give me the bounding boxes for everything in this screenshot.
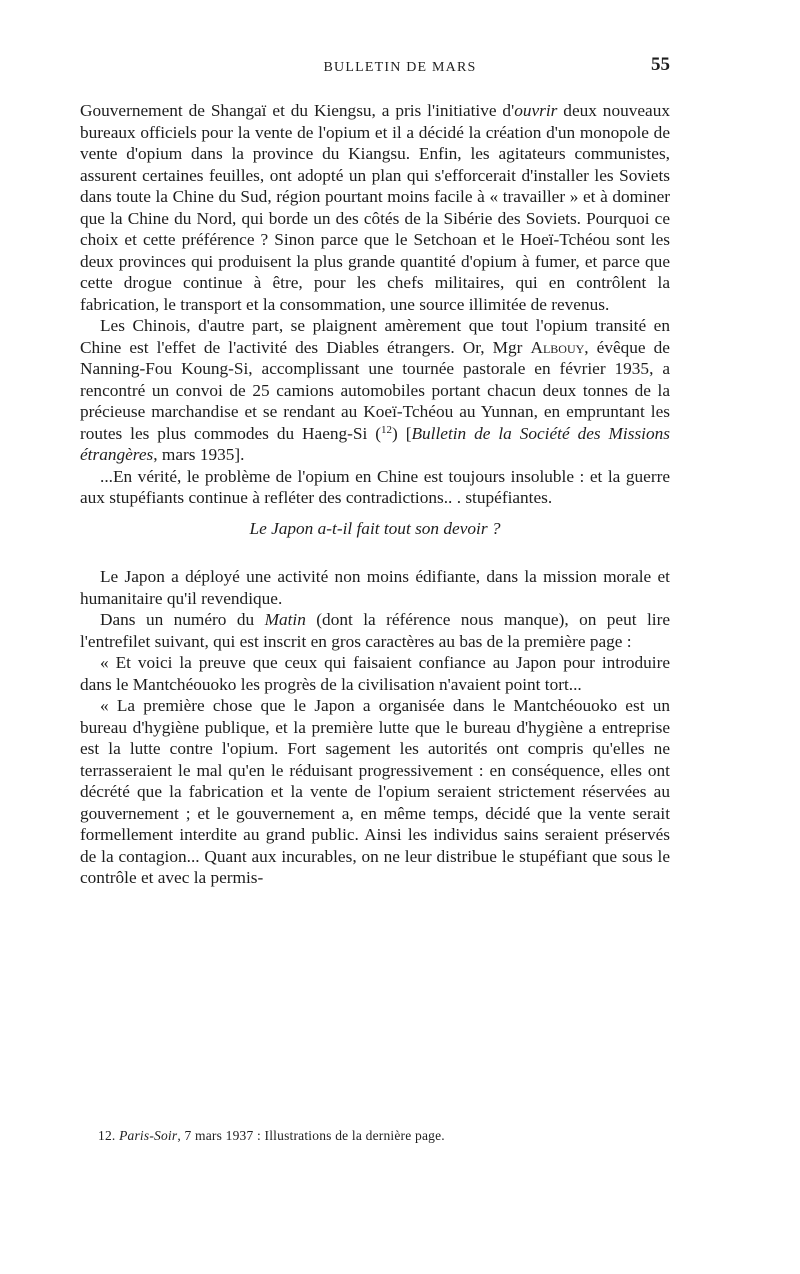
quote-paragraph-1: « Et voici la preuve que ceux qui faisaient confiance au Japon pour introduire dans le Mantchéouoko les progrès de la civilisation n'avaient point tort... [80, 653, 670, 694]
footnote-source: Paris-Soir [119, 1128, 178, 1143]
section-heading: Le Japon a-t-il fait tout son devoir ? [249, 518, 501, 538]
running-header: BULLETIN DE MARS [323, 60, 477, 75]
paragraph-1-text-b: deux nouveaux bureaux officiels pour la vente de l'opium et il a décidé la création d'un monopole de vente d'opium dans la province du Kiangsu. Enfin, les agitateurs communistes, assurent certaines feuilles, ont adopté un plan qui s'efforcerait d'installer les Soviets dans toute la Chine du Sud, région pourtant moins facile à « travailler » et à dominer que la Chine du Nord, qui borde un des côtés de la Sibérie des Soviets. Pourquoi ce choix et cette préférence ? Sinon parce que le Setchoan et le Hoeï-Tchéou sont les deux provinces qui produisent la plus grande quantité d'opium à fumer, et parce que cette drogue continue à être, pour les chefs militaires, qui en contrôlent la fabrication, le transport et la consommation, une source illimitée de revenus. [80, 101, 670, 314]
citation-title: Bulletin de la Société des Missions étrangères [80, 423, 670, 464]
paragraph-2-text-b: , évêque de Nanning-Fou Koung-Si, accomplissant une tournée pastorale en février 1935, a rencontré un convoi de 25 camions automobiles portant chacun deux tonnes de la précieuse marchandise et se rendant au Koeï-Tchéou au Yunnan, en empruntant les routes les plus commodes du Haeng-Si ( [80, 337, 670, 443]
emphasis-ouvrir: ouvrir [514, 101, 558, 120]
footnote-number: 12. [98, 1128, 116, 1143]
paragraph-2-text-d: , mars 1935]. [153, 445, 245, 464]
paragraph-1 [80, 100, 670, 315]
footnote [98, 1128, 658, 1144]
person-name: Albouy [530, 337, 585, 357]
page-number: 55 [651, 54, 670, 75]
paragraph-1-text-a: Gouvernement de Shangaï et du Kiengsu, a pris l'initiative d' [80, 101, 515, 120]
paragraph-5 [80, 609, 670, 652]
paragraph-5-text-a: Dans un numéro du [100, 610, 265, 629]
footnote-ref: 12 [381, 423, 393, 436]
paragraph-3: ...En vérité, le problème de l'opium en Chine est toujours insoluble : et la guerre aux stupéfiants continue à refléter des contradictions.. . stupéfiantes. [80, 466, 670, 507]
quote-paragraph-2: « La première chose que le Japon a organisée dans le Mantchéouoko est un bureau d'hygiène publique, et la première lutte que le bureau d'hygiène a entreprise est la lutte contre l'opium. Fort sagement les autorités ont compris qu'elles ne terrasseraient le mal qu'en le réduisant progressivement : en conséquence, elles ont décrété que la fabrication et la vente de l'opium seraient strictement réservées au gouvernement ; et le gouvernement a, en même temps, décidé que la vente serait formellement interdite au grand public. Ainsi les individus sains seraient préservés de la contagion... Quant aux incurables, on ne leur distribue le stupéfiant que sous le contrôle et avec la permis- [80, 696, 670, 887]
paragraph-5-text-b: (dont la référence nous manque), on peut lire l'entrefilet suivant, qui est inscrit en gros caractères au bas de la première page : [80, 610, 670, 651]
paragraph-2-text-c: ) [ [392, 423, 412, 443]
newspaper-title: Matin [264, 610, 306, 629]
footnote-text: , 7 mars 1937 : Illustrations de la dernière page. [177, 1128, 445, 1143]
paragraph-4: Le Japon a déployé une activité non moins édifiante, dans la mission morale et humanitaire qu'il revendique. [80, 567, 670, 608]
paragraph-2-text-a: Les Chinois, d'autre part, se plaignent amèrement que tout l'opium transité en Chine est l'effet de l'activité des Diables étrangers. Or, Mgr [80, 316, 670, 357]
paragraph-2 [80, 315, 670, 466]
main-text [80, 100, 670, 889]
